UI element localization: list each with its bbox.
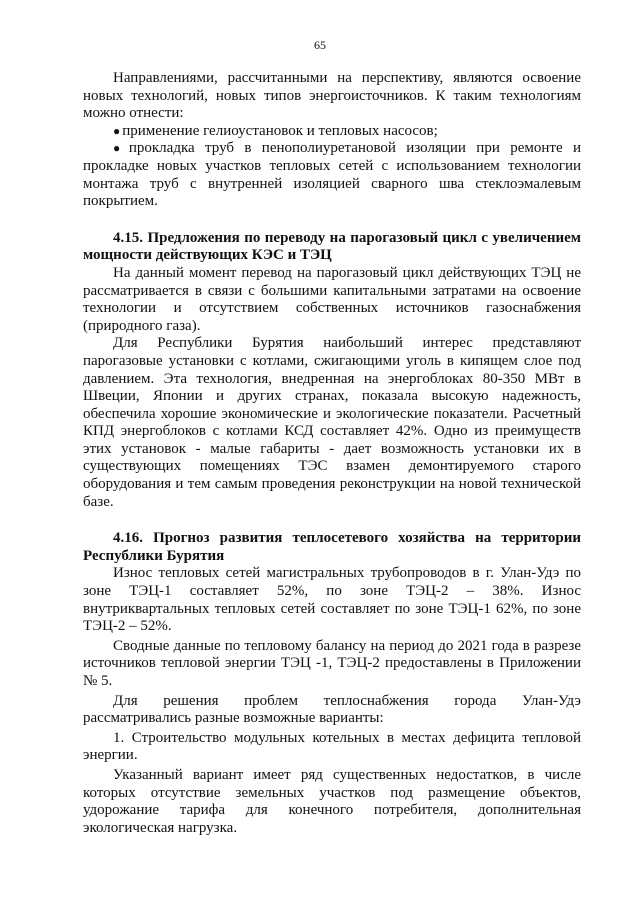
document-body [83,70,581,837]
paragraph: Сводные данные по тепловому балансу на период до 2021 года в разрезе источников тепловой энергии ТЭЦ -1, ТЭЦ-2 предоставлены в Приложении № 5. [83,637,581,689]
paragraph: 1. Строительство модульных котельных в местах дефицита тепловой энергии. [83,729,581,764]
bullet-icon: ● [113,123,121,138]
bullet-text: прокладка труб в пенополиуретановой изоляции при ремонте и прокладке новых участков тепловых сетей с использованием технологии монтажа труб с внутренней изоляцией сварного шва стеклоэмалевым покрытием. [83,140,581,210]
paragraph: Для Республики Бурятия наибольший интерес представляют парогазовые установки с котлами, сжигающими уголь в кипящем слое под давлением. Эта технология, внедренная на энергоблоках 80-350 МВт в Швеции, Японии и других странах, показала высокую надежность, обеспечила хорошие экономические и экологические показатели. Расчетный КПД энергоблоков с котлами КСД составляет 42%. Одно из преимуществ этих установок - малые габариты - дает возможность установки их в существующих помещениях ТЭС взамен демонтируемого старого оборудования и тем самым проведения реконструкции на новой технической базе. [83,335,581,510]
paragraph: На данный момент перевод на парогазовый цикл действующих ТЭЦ не рассматривается в связи с большими капитальными затратами на освоение технологии и отсутствием собственных источников газоснабжения (природного газа). [83,264,581,334]
page-number: 65 [314,38,326,52]
bullet-item [83,140,581,210]
paragraph: Износ тепловых сетей магистральных трубопроводов в г. Улан-Удэ по зоне ТЭЦ-1 составляет 52%, по зоне ТЭЦ-2 – 38%. Износ внутриквартальных тепловых сетей составляет по зоне ТЭЦ-1 62%, по зоне ТЭЦ-2 – 52%. [83,565,581,635]
section-heading-4-15: 4.15. Предложения по переводу на парогазовый цикл с увеличением мощности действующих КЭС и ТЭЦ [83,229,581,264]
bullet-icon: ● [113,141,127,156]
intro-paragraph: Направлениями, рассчитанными на перспективу, являются освоение новых технологий, новых типов энергоисточников. К таким технологиям можно отнести: [83,70,581,122]
paragraph: Для решения проблем теплоснабжения города Улан-Удэ рассматривались разные возможные варианты: [83,692,581,727]
paragraph: Указанный вариант имеет ряд существенных недостатков, в числе которых отсутствие земельных участков под размещение объектов, удорожание тарифа для конечного потребителя, дополнительная экологическая нагрузка. [83,766,581,836]
bullet-item [83,123,581,141]
section-heading-4-16: 4.16. Прогноз развития теплосетевого хозяйства на территории Республики Бурятия [83,530,581,564]
bullet-text: применение гелиоустановок и тепловых насосов; [122,122,438,139]
